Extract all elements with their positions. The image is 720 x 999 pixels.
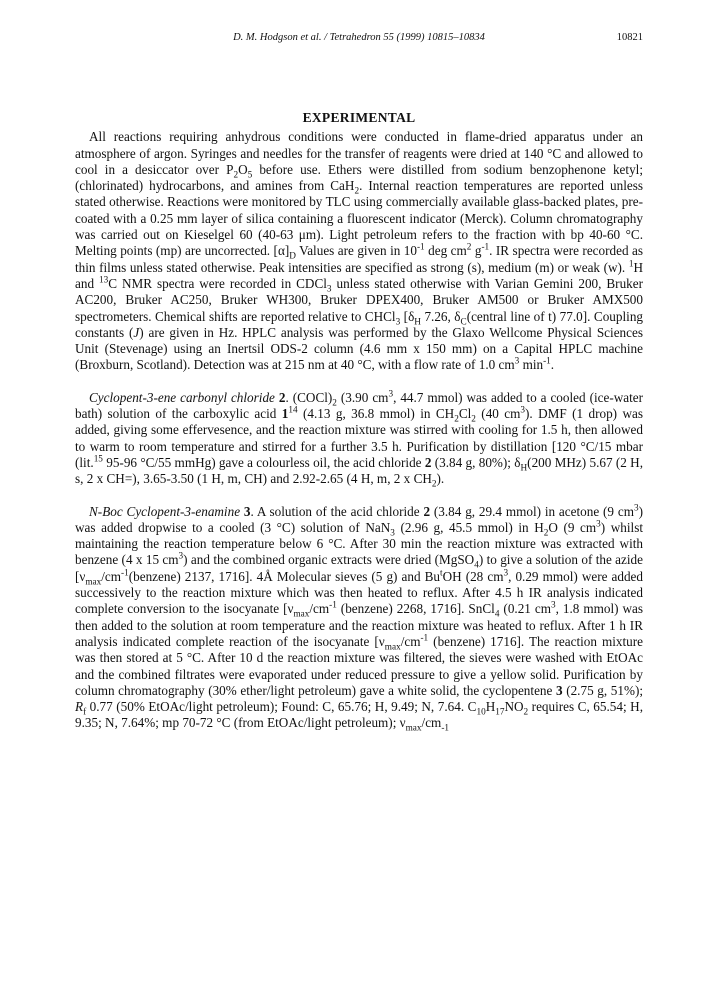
- page-number: 10821: [616, 32, 643, 43]
- running-header: [75, 32, 643, 48]
- general-methods-paragraph: All reactions requiring anhydrous conditions were conducted in flame-dried apparatus under an atmosphere of argon. Syringes and needles for the transfer of reagents were dried at 140 °C and allowed to cool in a desiccator over $P_2O_5$ before use. Ethers were distilled from sodium benzophenone ketyl; (chlorinated) hydrocarbons, and amines from CaH$_2$. Internal reaction temperatures are reported unless stated otherwise. Reactions were monitored by TLC using commercially available glass-backed plates, pre-coated with a 0.25 mm layer of silica containing a fluorescent indicator (Merck). Column chromatography was carried out on Kieselgel 60 (40-63 μm). Light petroleum refers to the fraction with bp 40-60 °C. Melting points (mp) are uncorrected. $[\alpha]_D$ Values are given in $10^{-1}$ deg $cm^2$ $g^{-1}$. IR spectra were recorded as thin films unless stated otherwise. Peak intensities are specified as strong (s), medium (m) or weak (w). $^1$H and $^{13}$C NMR spectra were recorded in CDCl$_3$ unless stated otherwise with Varian Gemini 200, Bruker AC200, Bruker AC250, Bruker WH300, Bruker DPEX400, Bruker AM500 or Bruker AMX500 spectrometers. Chemical shifts are reported relative to CHCl$_3$ [$\delta_H$ 7.26, $\delta_C(central$ line of t) 77.0]. Coupling constants (J) are given in Hz. HPLC analysis was performed by the Glaxo Wellcome Physical Sciences Unit (Stevenage) using an Inertsil ODS-2 column (4.6 mm x 150 mm) on a Capital HPLC machine (Broxburn, Scotland). Detection was at 215 nm at 40 °C, with a flow rate of 1.0 $cm^3$ $\min^{-1}$.: [75, 129, 644, 373]
- running-head: D. M. Hodgson et al. / Tetrahedron 55 (1999) 10815–10834: [233, 32, 485, 43]
- page-body: [75, 110, 643, 732]
- acid-chloride-paragraph: Cyclopent-3-ene carbonyl chloride 2. $(COCl)_2$ (3.90 $cm^3$, 44.7 mmol) was added to a cooled (ice-water bath) solution of the carboxylic acid $1^{14}$ (4.13 g, 36.8 mmol) in $CH_2Cl_2$ (40 $cm^3$). DMF (1 drop) was added, giving some effervesence, and the reaction mixture was stirred with cooling for 1.5 h, then allowed to warm to room temperature and stirred for a further 3.5 h. Purification by distillation [120 °C/15 mbar (lit.$^{15}$ 95-96 °C/55 mmHg) gave a colourless oil, the acid chloride 2 (3.84 g, 80%); $\delta_H(200$ MHz) 5.67 (2 H, s, 2 x CH=), 3.65-3.50 (1 H, m, CH) and 2.92-2.65 (4 H, m, 2 x $CH_2$).: [75, 388, 644, 489]
- enamine-paragraph: N-Boc Cyclopent-3-enamine 3. A solution of the acid chloride 2 (3.84 g, 29.4 mmol) in acetone (9 $cm^3$) was added dropwise to a cooled (3 °C) solution of NaN$_3$ (2.96 g, 45.5 mmol) in $H_2O$ (9 $cm^3$) whilst maintaining the reaction temperature below 6 °C. After 30 min the reaction mixture was extracted with benzene (4 x 15 $cm^3$) and the combined organic extracts were dried (MgSO$_4$) to give a solution of the azide [$\nu_{max}/cm^{-1}(benzene)$ 2137, 1716]. 4Å Molecular sieves (5 g) and Bu$^t$OH (28 $cm^3$, 0.29 mmol) were added successively to the reaction mixture which was then heated to reflux. After 4.5 h IR analysis indicated complete conversion to the isocyanate [$\nu_{max}/cm^{-1}$ (benzene) 2268, 1716]. SnCl$_4$ (0.21 $cm^3$, 1.8 mmol) was then added to the solution at room temperature and the reaction mixture was heated to reflux. After 1 h IR analysis indicated complete reaction of the isocyanate [$\nu_{max}/cm^{-1}$ (benzene) 1716]. The reaction mixture was then stored at 5 °C. After 10 d the reaction mixture was filtered, the sieves were washed with EtOAc and the combined filtrates were evaporated under reduced pressure to give a yellow solid. Purification by column chromatography (30% ether/light petroleum) gave a white solid, the cyclopentene 3 (2.75 g, 51%); $R_f$ 0.77 (50% EtOAc/light petroleum); Found: C, 65.76; H, 9.49; N, 7.64. $C_{10}H_{17}NO_2$ requires C, 65.54; H, 9.35; N, 7.64%; mp 70-72 °C (from EtOAc/light petroleum); $\nu_{max}/cm_{-1}$: [75, 502, 643, 734]
- section-title: EXPERIMENTAL: [302, 110, 416, 125]
